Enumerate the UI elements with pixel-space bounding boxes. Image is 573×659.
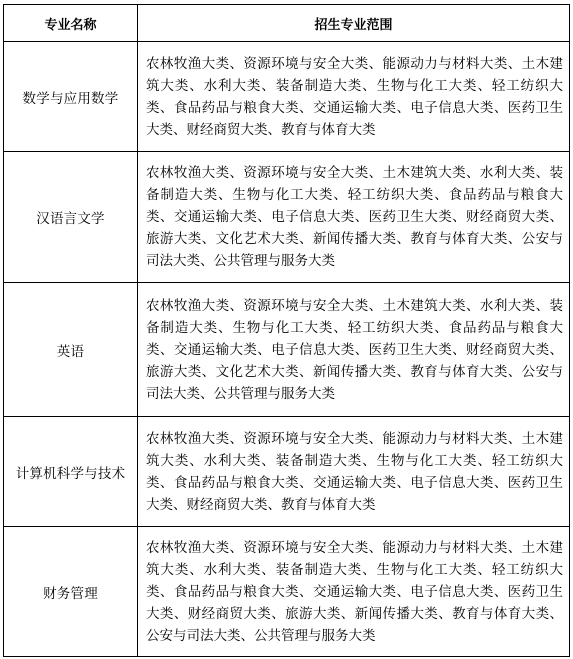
admission-scope-cell: 农林牧渔大类、资源环境与安全大类、土木建筑大类、水利大类、装备制造大类、生物与化工大类、轻工纺织大类、食品药品与粮食大类、交通运输大类、电子信息大类、医药卫生大类、财经商贸大类、旅游大类、文化艺术大类、新闻传播大类、教育与体育大类、公安与司法大类、公共管理与服务大类 bbox=[138, 152, 570, 283]
table-row bbox=[4, 42, 570, 152]
header-major-name: 专业名称 bbox=[4, 5, 138, 42]
table-row bbox=[4, 283, 570, 417]
header-admission-scope: 招生专业范围 bbox=[138, 5, 570, 42]
table-header-row bbox=[4, 5, 570, 42]
admission-scope-cell: 农林牧渔大类、资源环境与安全大类、能源动力与材料大类、土木建筑大类、水利大类、装备制造大类、生物与化工大类、轻工纺织大类、食品药品与粮食大类、交通运输大类、电子信息大类、医药卫生大类、财经商贸大类、教育与体育大类 bbox=[138, 417, 570, 527]
admission-scope-table bbox=[3, 4, 570, 657]
admission-scope-cell: 农林牧渔大类、资源环境与安全大类、土木建筑大类、水利大类、装备制造大类、生物与化工大类、轻工纺织大类、食品药品与粮食大类、交通运输大类、电子信息大类、医药卫生大类、财经商贸大类、旅游大类、文化艺术大类、新闻传播大类、教育与体育大类、公安与司法大类、公共管理与服务大类 bbox=[138, 283, 570, 417]
admission-scope-cell: 农林牧渔大类、资源环境与安全大类、能源动力与材料大类、土木建筑大类、水利大类、装备制造大类、生物与化工大类、轻工纺织大类、食品药品与粮食大类、交通运输大类、电子信息大类、医药卫生大类、财经商贸大类、旅游大类、新闻传播大类、教育与体育大类、公安与司法大类、公共管理与服务大类 bbox=[138, 527, 570, 657]
table-row bbox=[4, 152, 570, 283]
major-name-cell: 数学与应用数学 bbox=[4, 42, 138, 152]
table-row bbox=[4, 417, 570, 527]
major-name-cell: 计算机科学与技术 bbox=[4, 417, 138, 527]
major-name-cell: 汉语言文学 bbox=[4, 152, 138, 283]
table-row bbox=[4, 527, 570, 657]
major-name-cell: 财务管理 bbox=[4, 527, 138, 657]
major-name-cell: 英语 bbox=[4, 283, 138, 417]
admission-scope-cell: 农林牧渔大类、资源环境与安全大类、能源动力与材料大类、土木建筑大类、水利大类、装备制造大类、生物与化工大类、轻工纺织大类、食品药品与粮食大类、交通运输大类、电子信息大类、医药卫生大类、财经商贸大类、教育与体育大类 bbox=[138, 42, 570, 152]
